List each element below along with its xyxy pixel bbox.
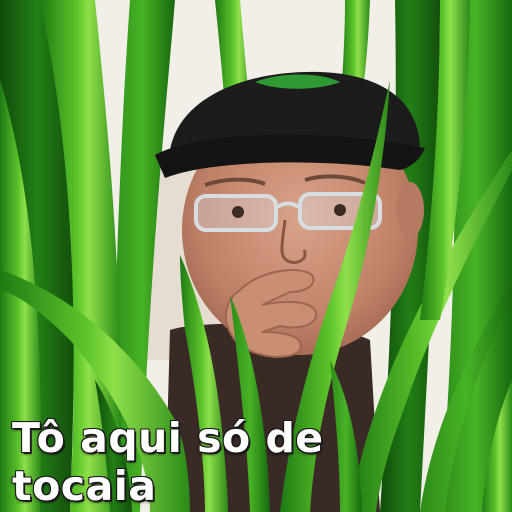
caption-line-2: tocaia bbox=[12, 462, 157, 510]
meme-caption bbox=[12, 414, 492, 510]
caption-line-1: Tô aqui só de bbox=[12, 414, 324, 462]
